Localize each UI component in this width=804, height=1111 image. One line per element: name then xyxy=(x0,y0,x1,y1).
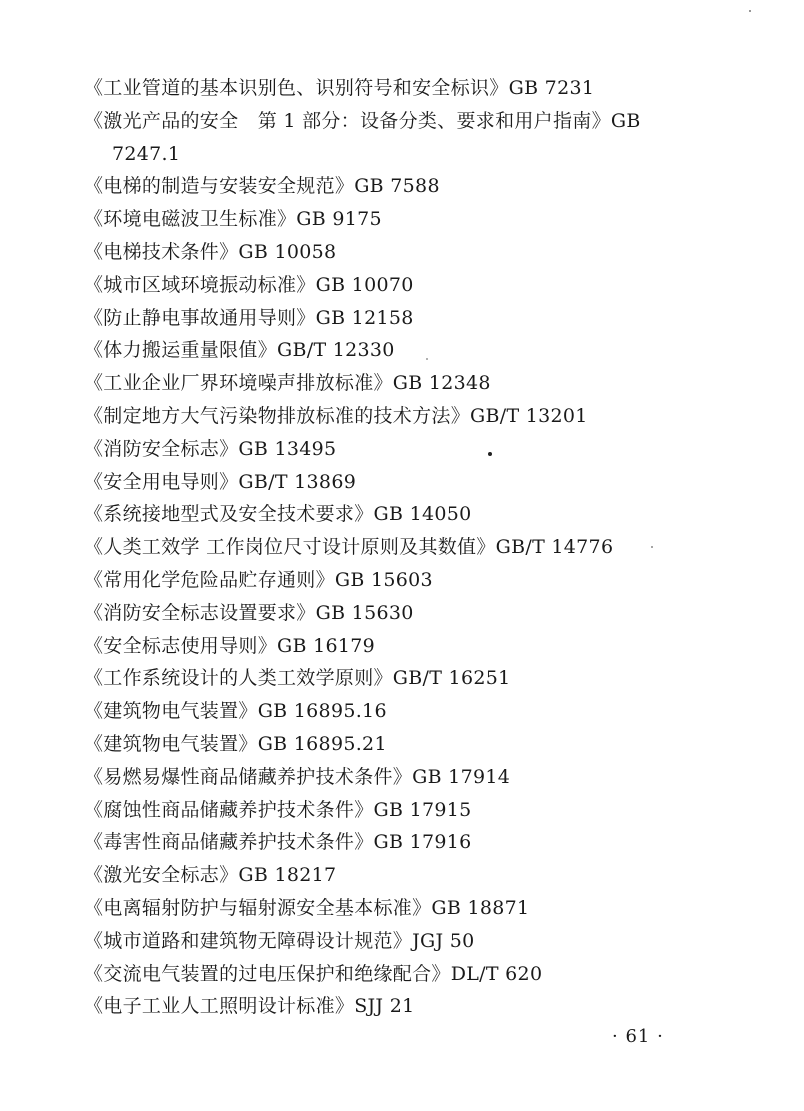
reference-item: 《安全标志使用导则》GB 16179 xyxy=(84,634,376,657)
reference-item-line-1: 《激光产品的安全 第 1 部分：设备分类、要求和用户指南》GB xyxy=(84,109,641,132)
scan-speck xyxy=(651,546,653,548)
reference-item: 《腐蚀性商品储藏养护技术条件》GB 17915 xyxy=(84,798,472,821)
reference-item-line-2: 7247.1 xyxy=(112,142,181,165)
reference-item: 《消防安全标志》GB 13495 xyxy=(84,437,337,460)
reference-item: 《工作系统设计的人类工效学原则》GB/T 16251 xyxy=(84,667,511,690)
reference-item: 《系统接地型式及安全技术要求》GB 14050 xyxy=(84,503,472,526)
reference-item: 《工业企业厂界环境噪声排放标准》GB 12348 xyxy=(84,372,491,395)
reference-item: 《工业管道的基本识别色、识别符号和安全标识》GB 7231 xyxy=(84,77,595,99)
scan-speck xyxy=(749,10,751,12)
reference-item xyxy=(84,105,684,171)
reference-item: 《城市道路和建筑物无障碍设计规范》JGJ 50 xyxy=(84,929,475,952)
reference-item: 《制定地方大气污染物排放标准的技术方法》GB/T 13201 xyxy=(84,404,588,427)
reference-item: 《常用化学危险品贮存通则》GB 15603 xyxy=(84,568,433,591)
reference-item: 《交流电气装置的过电压保护和绝缘配合》DL/T 620 xyxy=(84,962,543,985)
reference-item: 《毒害性商品储藏养护技术条件》GB 17916 xyxy=(84,831,472,854)
reference-item: 《激光安全标志》GB 18217 xyxy=(84,864,337,887)
scan-speck xyxy=(426,358,428,360)
scan-speck xyxy=(488,452,492,456)
reference-item: 《易燃易爆性商品储藏养护技术条件》GB 17914 xyxy=(84,765,511,788)
reference-item: 《防止静电事故通用导则》GB 12158 xyxy=(84,306,414,329)
reference-item: 《消防安全标志设置要求》GB 15630 xyxy=(84,601,414,624)
reference-item: 《建筑物电气装置》GB 16895.16 xyxy=(84,700,387,723)
reference-item: 《建筑物电气装置》GB 16895.21 xyxy=(84,732,387,755)
reference-item: 《电梯的制造与安装安全规范》GB 7588 xyxy=(84,175,440,198)
reference-item: 《电离辐射防护与辐射源安全基本标准》GB 18871 xyxy=(84,896,530,919)
reference-item: 《环境电磁波卫生标准》GB 9175 xyxy=(84,208,382,231)
reference-list xyxy=(84,72,724,1023)
page-number: · 61 · xyxy=(612,1026,664,1047)
reference-item: 《安全用电导则》GB/T 13869 xyxy=(84,470,357,493)
reference-item: 《人类工效学 工作岗位尺寸设计原则及其数值》GB/T 14776 xyxy=(84,536,614,559)
reference-item: 《电子工业人工照明设计标准》SJJ 21 xyxy=(84,995,415,1018)
reference-item: 《体力搬运重量限值》GB/T 12330 xyxy=(84,339,395,362)
reference-item: 《电梯技术条件》GB 10058 xyxy=(84,240,337,263)
reference-item: 《城市区域环境振动标准》GB 10070 xyxy=(84,273,414,296)
